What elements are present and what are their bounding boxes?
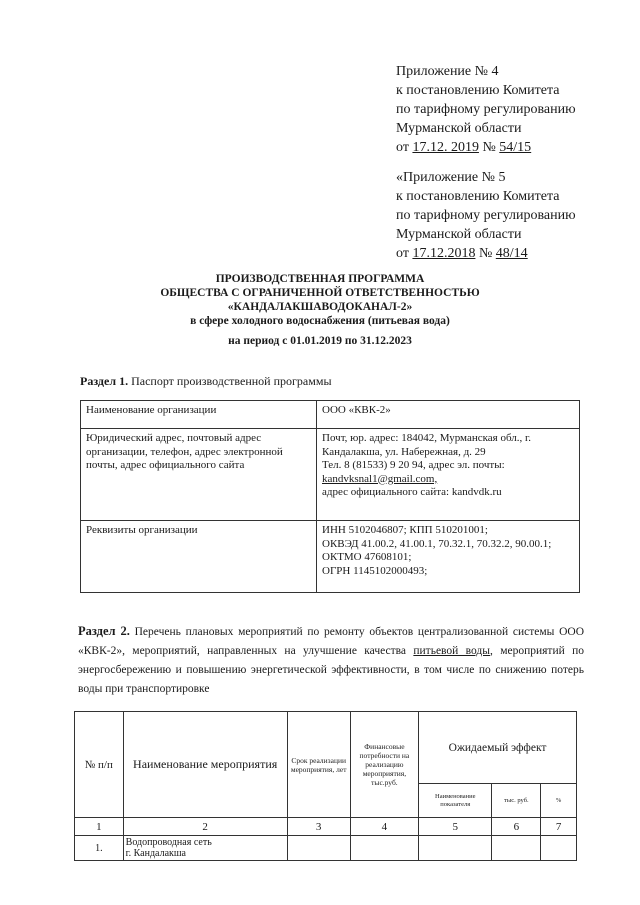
col-header-effect-abs: тыс. руб. bbox=[492, 784, 541, 818]
appendix-prev-date-line: от 17.12.2018 № 48/14 bbox=[396, 246, 528, 261]
section2-paragraph: Раздел 2. Перечень плановых мероприятий по ремонту объектов централизованной системы ООО «КВК-2», мероприятий, направленных на улучшение качества питьевой воды, мероприятий по энергосбережению и повышению энергетической эффективности, в том числе по снижению потерь воды при транспортировке bbox=[78, 624, 585, 695]
col-number: 4 bbox=[350, 818, 418, 836]
row-num: 1. bbox=[75, 836, 124, 861]
events-table bbox=[74, 711, 577, 861]
col-header-name: Наименование мероприятия bbox=[123, 712, 287, 818]
appendix-prev-line3: по тарифному регулированию bbox=[396, 208, 576, 223]
title-line4: в сфере холодного водоснабжения (питьевая вода) bbox=[190, 315, 450, 327]
table-row bbox=[81, 401, 580, 429]
row-cell bbox=[541, 836, 577, 861]
col-header-effect: Ожидаемый эффект bbox=[419, 712, 577, 784]
appendix-prev-line1: «Приложение № 5 bbox=[396, 170, 506, 185]
appendix-previous bbox=[396, 168, 576, 263]
appendix-current-line2: к постановлению Комитета bbox=[396, 83, 560, 98]
col-header-effect-pct: % bbox=[541, 784, 577, 818]
table-header-row bbox=[75, 712, 577, 784]
passport-name-cell: Наименование организации bbox=[81, 401, 317, 429]
col-number: 5 bbox=[419, 818, 492, 836]
section2-label: Раздел 2. bbox=[78, 624, 130, 638]
appendix-current-date: 17.12. 2019 bbox=[412, 140, 479, 155]
appendix-prev-line2: к постановлению Комитета bbox=[396, 189, 560, 204]
email-link[interactable]: kandvksnal1@gmail.com, bbox=[322, 472, 438, 485]
title-period: на период с 01.01.2019 по 31.12.2023 bbox=[228, 335, 412, 347]
col-header-term: Срок реализации мероприятия, лет bbox=[287, 712, 350, 818]
appendix-current-line3: по тарифному регулированию bbox=[396, 102, 576, 117]
passport-name-cell: Юридический адрес, почтовый адрес организации, телефон, адрес электронной почты, адрес официального сайта bbox=[81, 429, 317, 521]
col-header-finance: Финансовые потребности на реализацию мероприятия, тыс.руб. bbox=[350, 712, 418, 818]
appendix-prev-line4: Мурманской области bbox=[396, 227, 522, 242]
passport-value-cell: ИНН 5102046807; КПП 510201001; ОКВЭД 41.00.2, 41.00.1, 70.32.1, 70.32.2, 90.00.1; ОКТМО 47608101; ОГРН 1145102000493; bbox=[317, 521, 580, 593]
row-cell bbox=[419, 836, 492, 861]
col-header-effect-name: Наименование показателя bbox=[419, 784, 492, 818]
col-number: 3 bbox=[287, 818, 350, 836]
appendix-current-line1: Приложение № 4 bbox=[396, 64, 499, 79]
row-cell bbox=[492, 836, 541, 861]
title-line1: ПРОИЗВОДСТВЕННАЯ ПРОГРАММА bbox=[215, 273, 425, 285]
row-cell bbox=[350, 836, 418, 861]
appendix-current-number: 54/15 bbox=[499, 140, 532, 155]
appendix-current-line4: Мурманской области bbox=[396, 121, 522, 136]
table-row bbox=[75, 836, 577, 861]
appendix-prev-date: 17.12.2018 bbox=[412, 246, 476, 261]
col-number: 1 bbox=[75, 818, 124, 836]
title-line3: «КАНДАЛАКШАВОДОКАНАЛ-2» bbox=[227, 301, 413, 313]
section1-heading bbox=[80, 374, 332, 389]
section1-label: Раздел 1. bbox=[80, 374, 129, 388]
passport-name-cell: Реквизиты организации bbox=[81, 521, 317, 593]
table-row bbox=[81, 521, 580, 593]
appendix-prev-number: 48/14 bbox=[495, 246, 528, 261]
passport-value-cell: Почт, юр. адрес: 184042, Мурманская обл., г. Кандалакша, ул. Набережная, д. 29 Тел. 8 (81533) 9 20 94, адрес эл. почты: kandvksnal1@gmail.com, адрес официального сайта: kandvdk.ru bbox=[317, 429, 580, 521]
title-line2: ОБЩЕСТВА С ОГРАНИЧЕННОЙ ОТВЕТСТВЕННОСТЬЮ bbox=[160, 287, 480, 299]
table-row bbox=[75, 818, 577, 836]
appendix-current-date-line: от 17.12. 2019 № 54/15 bbox=[396, 140, 532, 155]
row-cell bbox=[287, 836, 350, 861]
appendix-current bbox=[396, 62, 576, 157]
col-number: 7 bbox=[541, 818, 577, 836]
col-number: 2 bbox=[123, 818, 287, 836]
row-name: Водопроводная сеть г. Кандалакша bbox=[123, 836, 287, 861]
table-row bbox=[81, 429, 580, 521]
passport-value-cell: ООО «КВК-2» bbox=[317, 401, 580, 429]
section1-heading-text: Паспорт производственной программы bbox=[131, 374, 332, 388]
col-number: 6 bbox=[492, 818, 541, 836]
document-title bbox=[0, 272, 640, 348]
passport-table bbox=[80, 400, 580, 593]
col-header-num: № п/п bbox=[75, 712, 124, 818]
